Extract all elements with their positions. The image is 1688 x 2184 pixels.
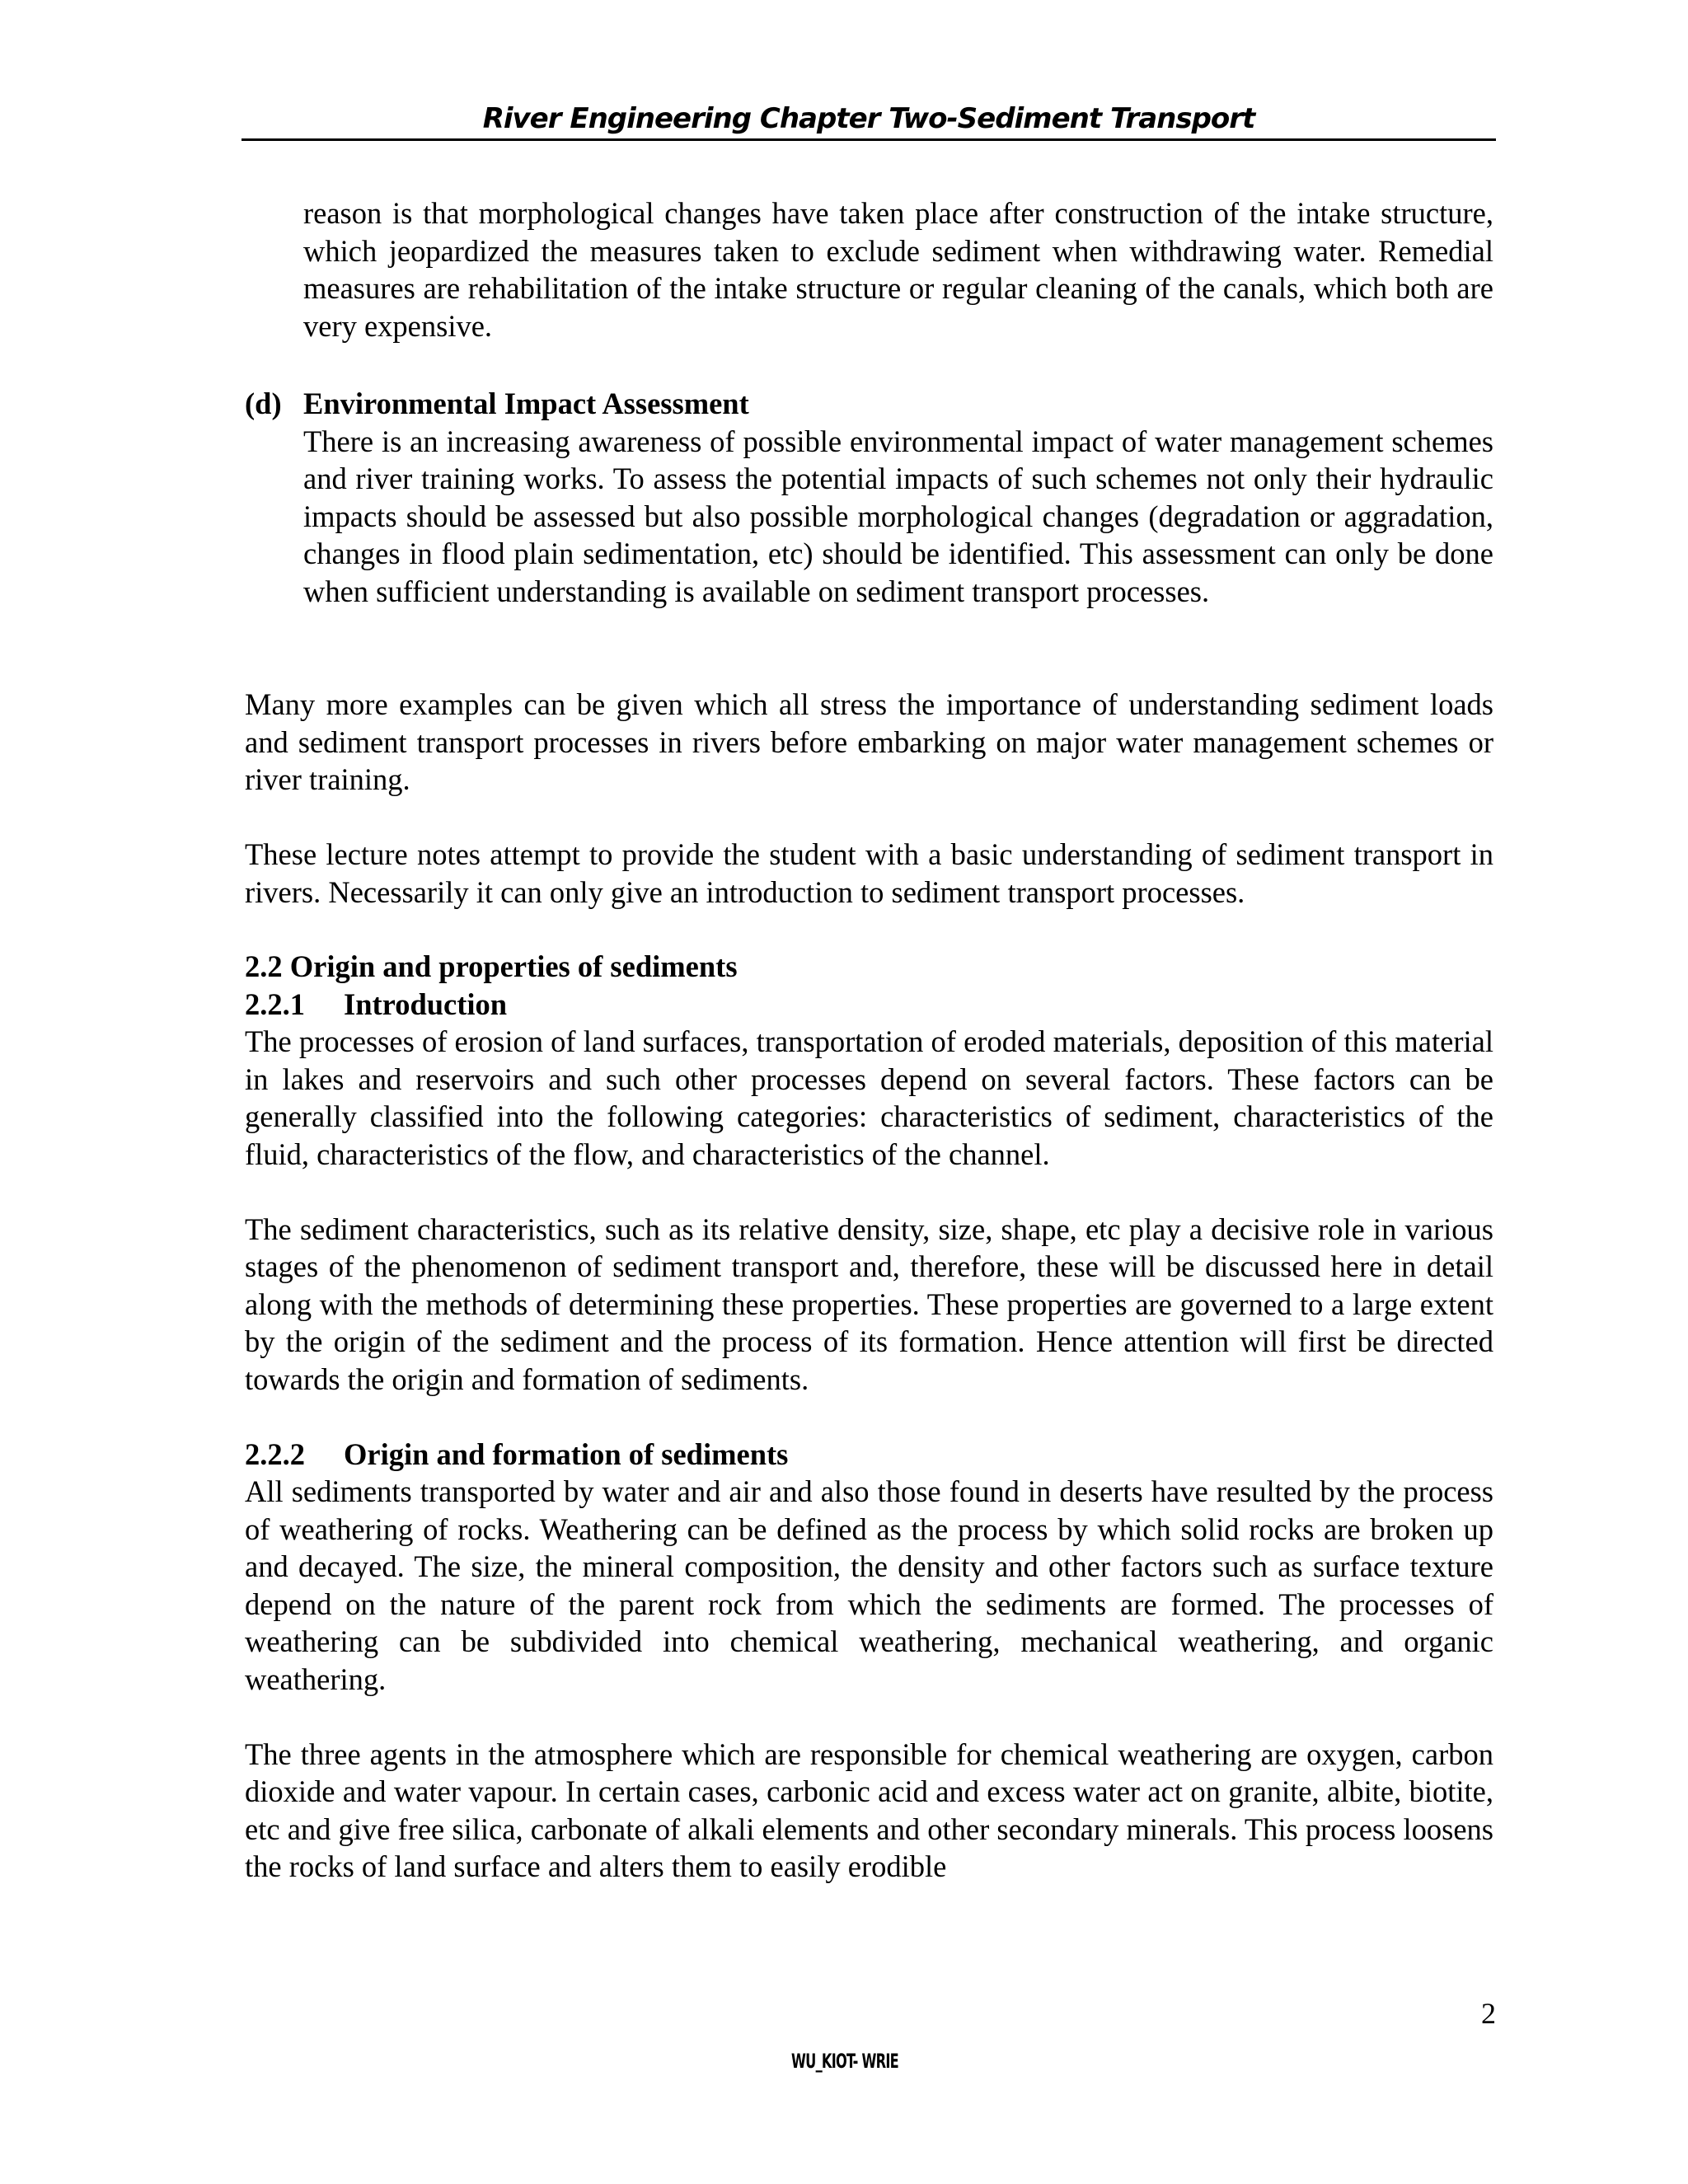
footer-label: WU_KIOT- WRIE bbox=[791, 2050, 898, 2073]
continuation-paragraph: reason is that morphological changes have taken place after construction of the intake structure, which jeopardized the measures taken to exclude sediment when withdrawing water. Remedial measures are rehabilitation of the intake structure or regular cleaning of the canals, which both are very expensive. bbox=[303, 196, 1493, 343]
header-rule bbox=[241, 138, 1496, 141]
paragraph-many-examples: Many more examples can be given which all stress the importance of understanding sediment loads and sediment transport processes in rivers before embarking on major water management schemes or river training. bbox=[245, 687, 1493, 796]
section-d-title: Environmental Impact Assessment bbox=[303, 387, 749, 420]
section-2-2-1-paragraph-2: The sediment characteristics, such as its relative density, size, shape, etc play a decisive role in various stages of the phenomenon of sediment transport and, therefore, these will be discussed here in detail along with the methods of determining these properties. These properties are governed to a large extent by the origin of the sediment and the process of its formation. Hence attention will first be directed towards the origin and formation of sediments. bbox=[245, 1212, 1493, 1396]
section-2-2-1-title: Introduction bbox=[344, 987, 508, 1021]
section-d-label: (d) bbox=[245, 387, 282, 420]
section-2-2-2-title: Origin and formation of sediments bbox=[344, 1436, 789, 1471]
section-2-2-title: 2.2 Origin and properties of sediments bbox=[245, 949, 738, 983]
section-2-2-2-heading bbox=[245, 1436, 1493, 1474]
section-2-2-2-paragraph-2: The three agents in the atmosphere which are responsible for chemical weathering are oxygen, carbon dioxide and water vapour. In certain cases, carbonic acid and excess water act on granite, albite, biotite, etc and give free silica, carbonate of alkali elements and other secondary minerals. This process loosens the rocks of land surface and alters them to easily erodible bbox=[245, 1736, 1493, 1883]
paragraph-lecture-notes: These lecture notes attempt to provide the student with a basic understanding of sediment transport in rivers. Necessarily it can only give an introduction to sediment transport processes. bbox=[245, 837, 1493, 909]
page-number: 2 bbox=[1481, 1997, 1496, 2030]
section-d-text: There is an increasing awareness of possible environmental impact of water management schemes and river training works. To assess the potential impacts of such schemes not only their hydraulic impacts should be assessed but also possible morphological changes (degradation or aggradation, changes in flood plain sedimentation, etc) should be identified. This assessment can only be done when sufficient understanding is available on sediment transport processes. bbox=[303, 424, 1493, 608]
section-2-2-2-number: 2.2.2 bbox=[245, 1436, 305, 1471]
section-2-2-1-number: 2.2.1 bbox=[245, 987, 305, 1021]
section-d bbox=[303, 385, 1493, 610]
section-2-2-1-paragraph-1: The processes of erosion of land surfaces, transportation of eroded materials, deposition of this material in lakes and reservoirs and such other processes depend on several factors. These factors can be generally classified into the following categories: characteristics of sediment, characteristics of the fluid, characteristics of the flow, and characteristics of the channel. bbox=[245, 1024, 1493, 1171]
section-2-2-2-paragraph-1: All sediments transported by water and air and also those found in deserts have resulted by the process of weathering of rocks. Weathering can be defined as the process by which solid rocks are broken up and decayed. The size, the mineral composition, the density and other factors such as surface texture depend on the nature of the parent rock from which the sediments are formed. The processes of weathering can be subdivided into chemical weathering, mechanical weathering, and organic weathering. bbox=[245, 1474, 1493, 1696]
section-2-2-1-heading bbox=[245, 986, 1493, 1024]
section-2-2 bbox=[245, 948, 1493, 1886]
running-header: River Engineering Chapter Two-Sediment Transport bbox=[482, 102, 1255, 135]
